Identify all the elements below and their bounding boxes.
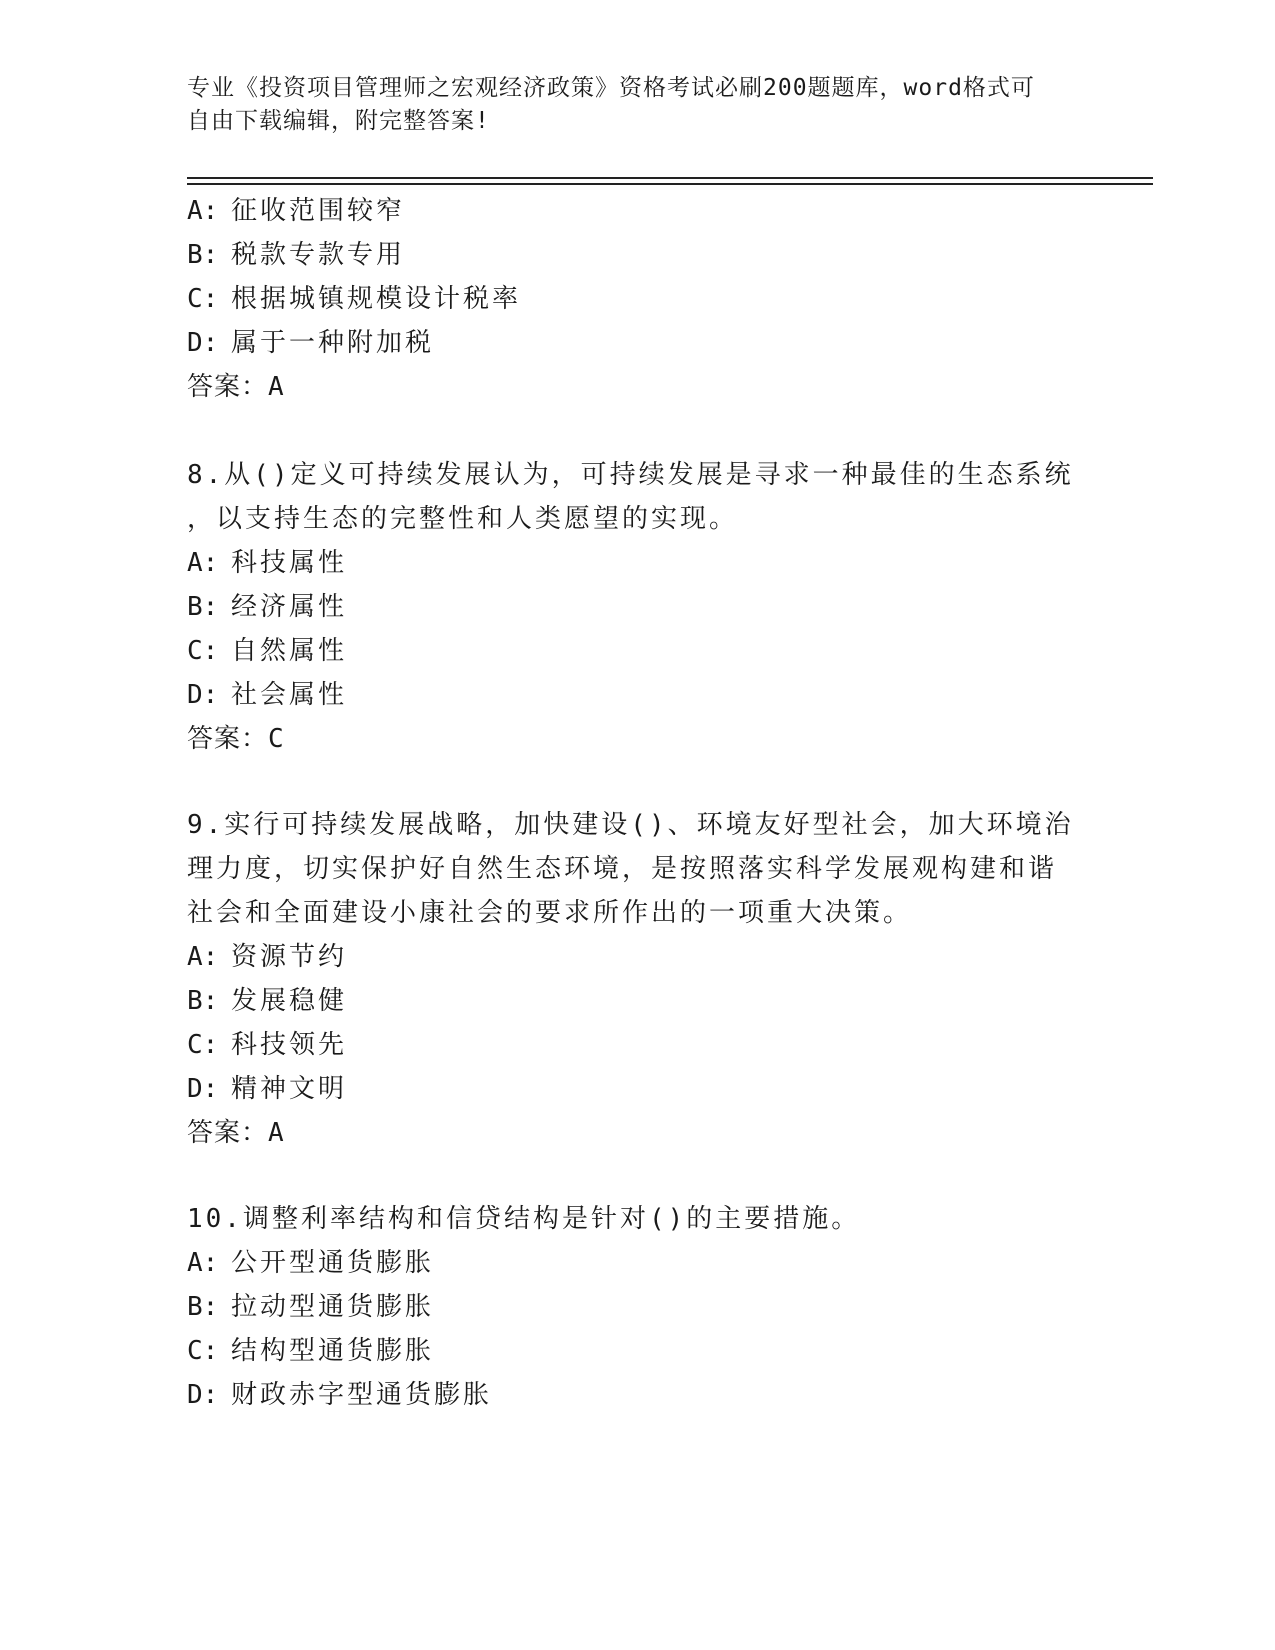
answer-value: C: [268, 724, 285, 754]
q8-option-d: [187, 678, 347, 712]
option-label: B:: [187, 986, 219, 1016]
answer-value: A: [268, 372, 285, 402]
option-label: C:: [187, 1336, 219, 1366]
option-text: 拉动型通货膨胀: [231, 1292, 435, 1322]
option-text: 精神文明: [231, 1074, 348, 1104]
option-text: 财政赤字型通货膨胀: [231, 1380, 493, 1410]
option-label: C:: [187, 636, 219, 666]
q7-answer: [187, 370, 285, 404]
option-text: 科技领先: [231, 1030, 348, 1060]
option-text: 科技属性: [231, 548, 348, 578]
option-text: 属于一种附加税: [231, 328, 435, 358]
q8-option-c: [187, 634, 347, 668]
option-text: 自然属性: [231, 636, 348, 666]
q9-option-a: [187, 940, 347, 974]
q9-answer: [187, 1116, 285, 1150]
option-label: D:: [187, 1074, 219, 1104]
q10-stem-line-1: 10.调整利率结构和信贷结构是针对()的主要措施。: [187, 1204, 861, 1234]
option-label: D:: [187, 1380, 219, 1410]
q8-option-a: [187, 546, 347, 580]
option-label: C:: [187, 1030, 219, 1060]
option-text: 发展稳健: [231, 986, 348, 1016]
header-line-1: 专业《投资项目管理师之宏观经济政策》资格考试必刷200题题库，word格式可: [187, 75, 1035, 101]
q8-option-b: [187, 590, 347, 624]
option-label: D:: [187, 680, 219, 710]
q7-option-b: [187, 238, 405, 272]
q8-answer: [187, 722, 285, 756]
q8-stem-line-2: ，以支持生态的完整性和人类愿望的实现。: [187, 504, 739, 534]
q9-option-b: [187, 984, 347, 1018]
header-line-2: 自由下载编辑，附完整答案!: [187, 108, 490, 134]
q10-option-a: [187, 1246, 434, 1280]
option-label: A:: [187, 1248, 219, 1278]
answer-label: 答案：: [187, 1118, 269, 1148]
option-label: C:: [187, 284, 219, 314]
option-label: A:: [187, 548, 219, 578]
q10-option-c: [187, 1334, 434, 1368]
q10-option-d: [187, 1378, 492, 1412]
q9-option-c: [187, 1028, 347, 1062]
answer-label: 答案：: [187, 724, 269, 754]
option-text: 经济属性: [231, 592, 348, 622]
option-label: A:: [187, 942, 219, 972]
answer-label: 答案：: [187, 372, 269, 402]
option-label: A:: [187, 196, 219, 226]
header-divider-top: [187, 177, 1153, 179]
q10-option-b: [187, 1290, 434, 1324]
option-text: 征收范围较窄: [231, 196, 406, 226]
q7-option-c: [187, 282, 521, 316]
q9-stem-line-1: 9.实行可持续发展战略，加快建设()、环境友好型社会，加大环境治: [187, 810, 1074, 840]
answer-value: A: [268, 1118, 285, 1148]
document-header: [187, 72, 1087, 138]
option-text: 社会属性: [231, 680, 348, 710]
q9-stem-line-3: 社会和全面建设小康社会的要求所作出的一项重大决策。: [187, 898, 913, 928]
q7-option-d: [187, 326, 434, 360]
q9-stem-line-2: 理力度，切实保护好自然生态环境，是按照落实科学发展观构建和谐: [187, 854, 1058, 884]
option-label: B:: [187, 240, 219, 270]
option-text: 公开型通货膨胀: [231, 1248, 435, 1278]
option-label: D:: [187, 328, 219, 358]
q8-stem-line-1: 8.从()定义可持续发展认为，可持续发展是寻求一种最佳的生态系统: [187, 460, 1074, 490]
option-label: B:: [187, 1292, 219, 1322]
option-text: 税款专款专用: [231, 240, 406, 270]
option-text: 根据城镇规模设计税率: [231, 284, 522, 314]
option-label: B:: [187, 592, 219, 622]
option-text: 资源节约: [231, 942, 348, 972]
header-divider-bottom: [187, 183, 1153, 185]
q9-option-d: [187, 1072, 347, 1106]
option-text: 结构型通货膨胀: [231, 1336, 435, 1366]
q7-option-a: [187, 194, 405, 228]
